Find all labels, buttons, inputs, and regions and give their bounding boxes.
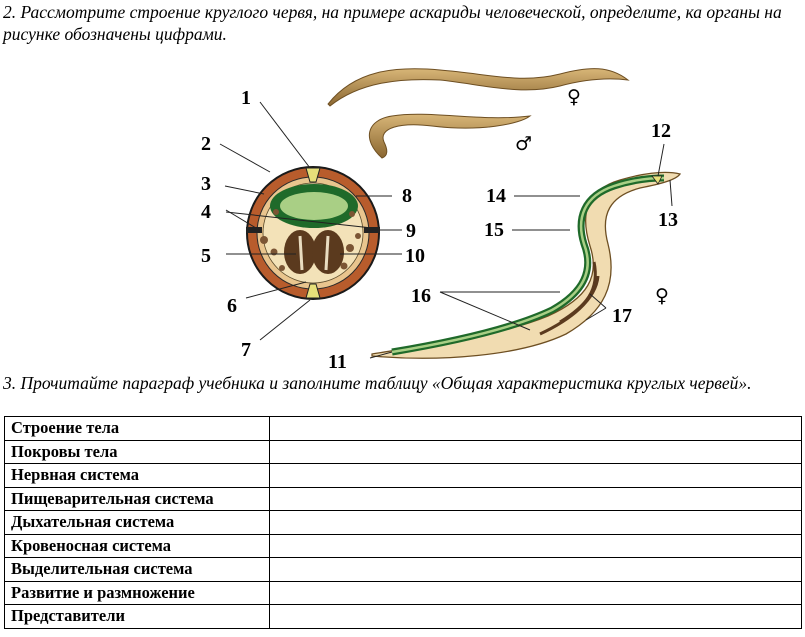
task-2-text: 2. Рассмотрите строение круглого червя, на примере аскариды человеческой, определите, ка органы на рисунке обозначены цифрами. — [3, 2, 782, 44]
cross-section — [246, 167, 380, 299]
row-answer-cell[interactable] — [270, 558, 802, 582]
table-row — [5, 558, 802, 582]
row-label: Пищеварительная система — [5, 487, 270, 511]
row-answer-cell[interactable] — [270, 464, 802, 488]
row-answer-cell[interactable] — [270, 417, 802, 441]
label-1: 1 — [241, 87, 251, 109]
row-label: Нервная система — [5, 464, 270, 488]
label-16: 16 — [411, 285, 431, 307]
row-answer-cell[interactable] — [270, 511, 802, 535]
table-row — [5, 581, 802, 605]
label-9: 9 — [406, 220, 416, 242]
table-row — [5, 487, 802, 511]
label-17: 17 — [612, 305, 632, 327]
row-label: Строение тела — [5, 417, 270, 441]
row-label: Выделительная система — [5, 558, 270, 582]
table-row — [5, 605, 802, 629]
row-answer-cell[interactable] — [270, 440, 802, 464]
female-symbol-top: ♀ — [567, 86, 581, 108]
label-8: 8 — [402, 185, 412, 207]
label-4: 4 — [201, 201, 211, 223]
male-symbol: ♂ — [515, 133, 533, 155]
row-answer-cell[interactable] — [270, 487, 802, 511]
table-row — [5, 417, 802, 441]
female-worm-small — [328, 69, 628, 106]
label-11: 11 — [328, 351, 347, 372]
row-label: Развитие и размножение — [5, 581, 270, 605]
row-label: Дыхательная система — [5, 511, 270, 535]
row-label: Покровы тела — [5, 440, 270, 464]
label-15: 15 — [484, 219, 504, 241]
label-2: 2 — [201, 133, 211, 155]
row-answer-cell[interactable] — [270, 605, 802, 629]
table-row — [5, 464, 802, 488]
task-3-text: 3. Прочитайте параграф учебника и заполните таблицу «Общая характеристика круглых червей». — [3, 373, 752, 393]
row-label: Представители — [5, 605, 270, 629]
row-answer-cell[interactable] — [270, 534, 802, 558]
male-worm-small — [369, 114, 533, 158]
label-13: 13 — [658, 209, 678, 231]
characteristics-table — [4, 416, 802, 629]
female-symbol-bottom: ♀ — [655, 285, 669, 307]
row-answer-cell[interactable] — [270, 581, 802, 605]
label-5: 5 — [201, 245, 211, 267]
label-14: 14 — [486, 185, 506, 207]
table-row — [5, 511, 802, 535]
label-7: 7 — [241, 339, 251, 361]
label-3: 3 — [201, 173, 211, 195]
row-label: Кровеносная система — [5, 534, 270, 558]
table-row — [5, 440, 802, 464]
table-row — [5, 534, 802, 558]
label-6: 6 — [227, 295, 237, 317]
ascaris-figure — [0, 56, 805, 372]
label-12: 12 — [651, 120, 671, 142]
label-10: 10 — [405, 245, 425, 267]
